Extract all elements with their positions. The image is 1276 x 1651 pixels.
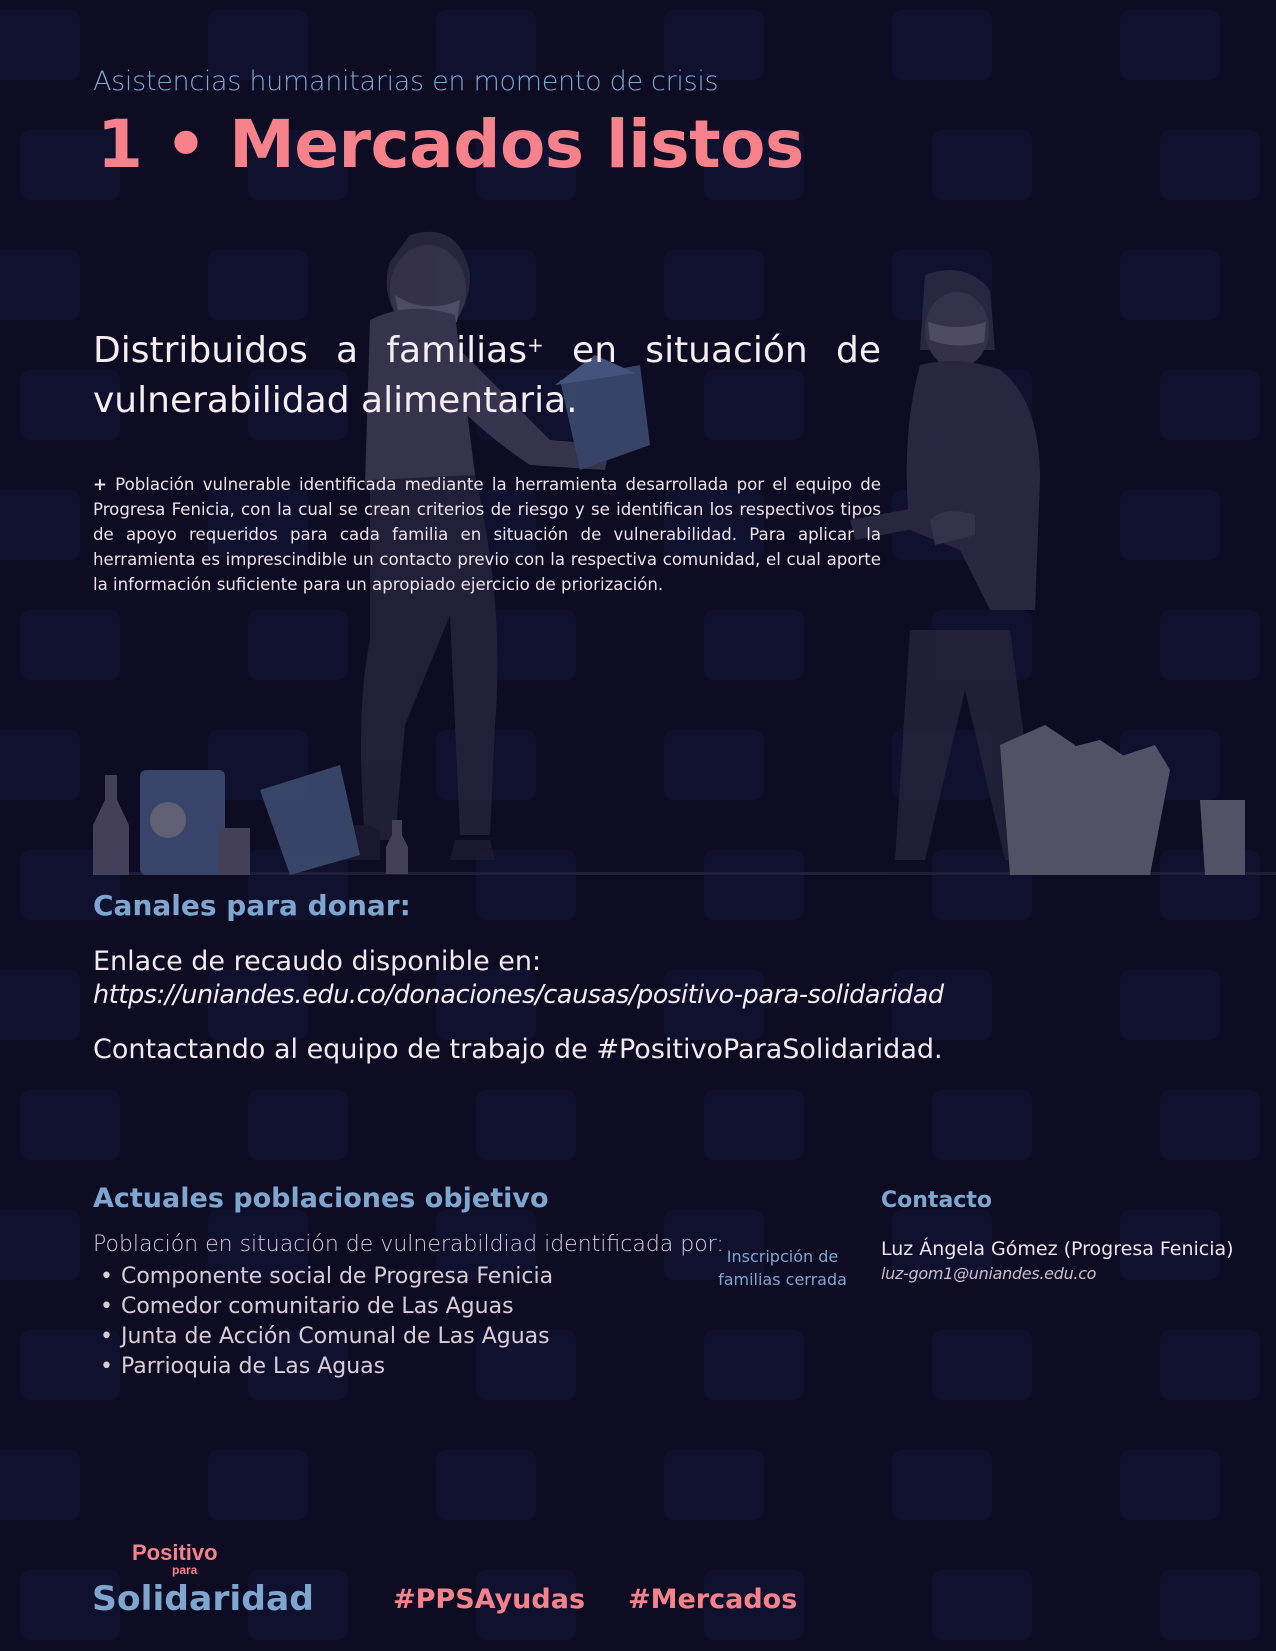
positivo-para-solidaridad-logo — [90, 1520, 320, 1620]
donate-contact-line: Contactando al equipo de trabajo de #PositivoParaSolidaridad. — [93, 1034, 943, 1065]
populations-list — [100, 1262, 553, 1382]
donation-link[interactable]: https://uniandes.edu.co/donaciones/causas/positivo-para-solidaridad — [93, 980, 944, 1010]
contact-section-title: Contacto — [881, 1188, 992, 1213]
footnote-text: Población vulnerable identificada mediante la herramienta desarrollada por el equipo de Progresa Fenicia, con la cual se crean criterios de riesgo y se identifican los respectivos tipos de apoyo requeridos para cada familia en situación de vulnerabilidad. Para aplicar la herramienta es imprescindible un contacto previo con la respectiva comunidad, el cual aporte la información suficiente para un apropiado ejercicio de priorización. — [93, 475, 881, 594]
list-item: • Componente social de Progresa Fenicia — [100, 1262, 553, 1292]
logo-word-para: para — [172, 1563, 198, 1577]
donate-section-title: Canales para donar: — [93, 889, 411, 922]
headline-rest: en situación de vulnerabilidad alimentaria. — [93, 330, 881, 421]
headline-main: Distribuidos a familias — [93, 330, 527, 371]
registration-status — [705, 1245, 860, 1291]
hashtag-mercados: #Mercados — [628, 1584, 798, 1615]
contact-name: Luz Ángela Gómez (Progresa Fenicia) — [881, 1238, 1234, 1260]
right-food-boxes — [1000, 725, 1245, 875]
list-item: • Comedor comunitario de Las Aguas — [100, 1292, 553, 1322]
status-line-2: familias cerrada — [718, 1270, 847, 1289]
populations-intro: Población en situación de vulnerabildiad identificada por: — [93, 1232, 724, 1257]
donate-link-intro: Enlace de recaudo disponible en: — [93, 946, 542, 977]
page-title: 1 • Mercados listos — [97, 106, 804, 183]
logo-word-solidaridad: Solidaridad — [92, 1579, 314, 1619]
contact-email-link[interactable]: luz-gom1@uniandes.edu.co — [881, 1264, 1097, 1283]
hashtag-ppsayudas: #PPSAyudas — [393, 1584, 586, 1615]
list-item: • Junta de Acción Comunal de Las Aguas — [100, 1322, 553, 1352]
page-eyebrow: Asistencias humanitarias en momento de crisis — [93, 66, 719, 97]
list-item: • Parrioquia de Las Aguas — [100, 1352, 553, 1382]
logo-word-positivo: Positivo — [132, 1540, 218, 1565]
status-line-1: Inscripción de — [726, 1247, 839, 1266]
footnote — [93, 472, 881, 597]
populations-section-title: Actuales poblaciones objetivo — [93, 1183, 549, 1214]
footnote-marker: + — [93, 475, 107, 494]
headline-marker: + — [526, 333, 544, 357]
headline — [93, 326, 881, 426]
